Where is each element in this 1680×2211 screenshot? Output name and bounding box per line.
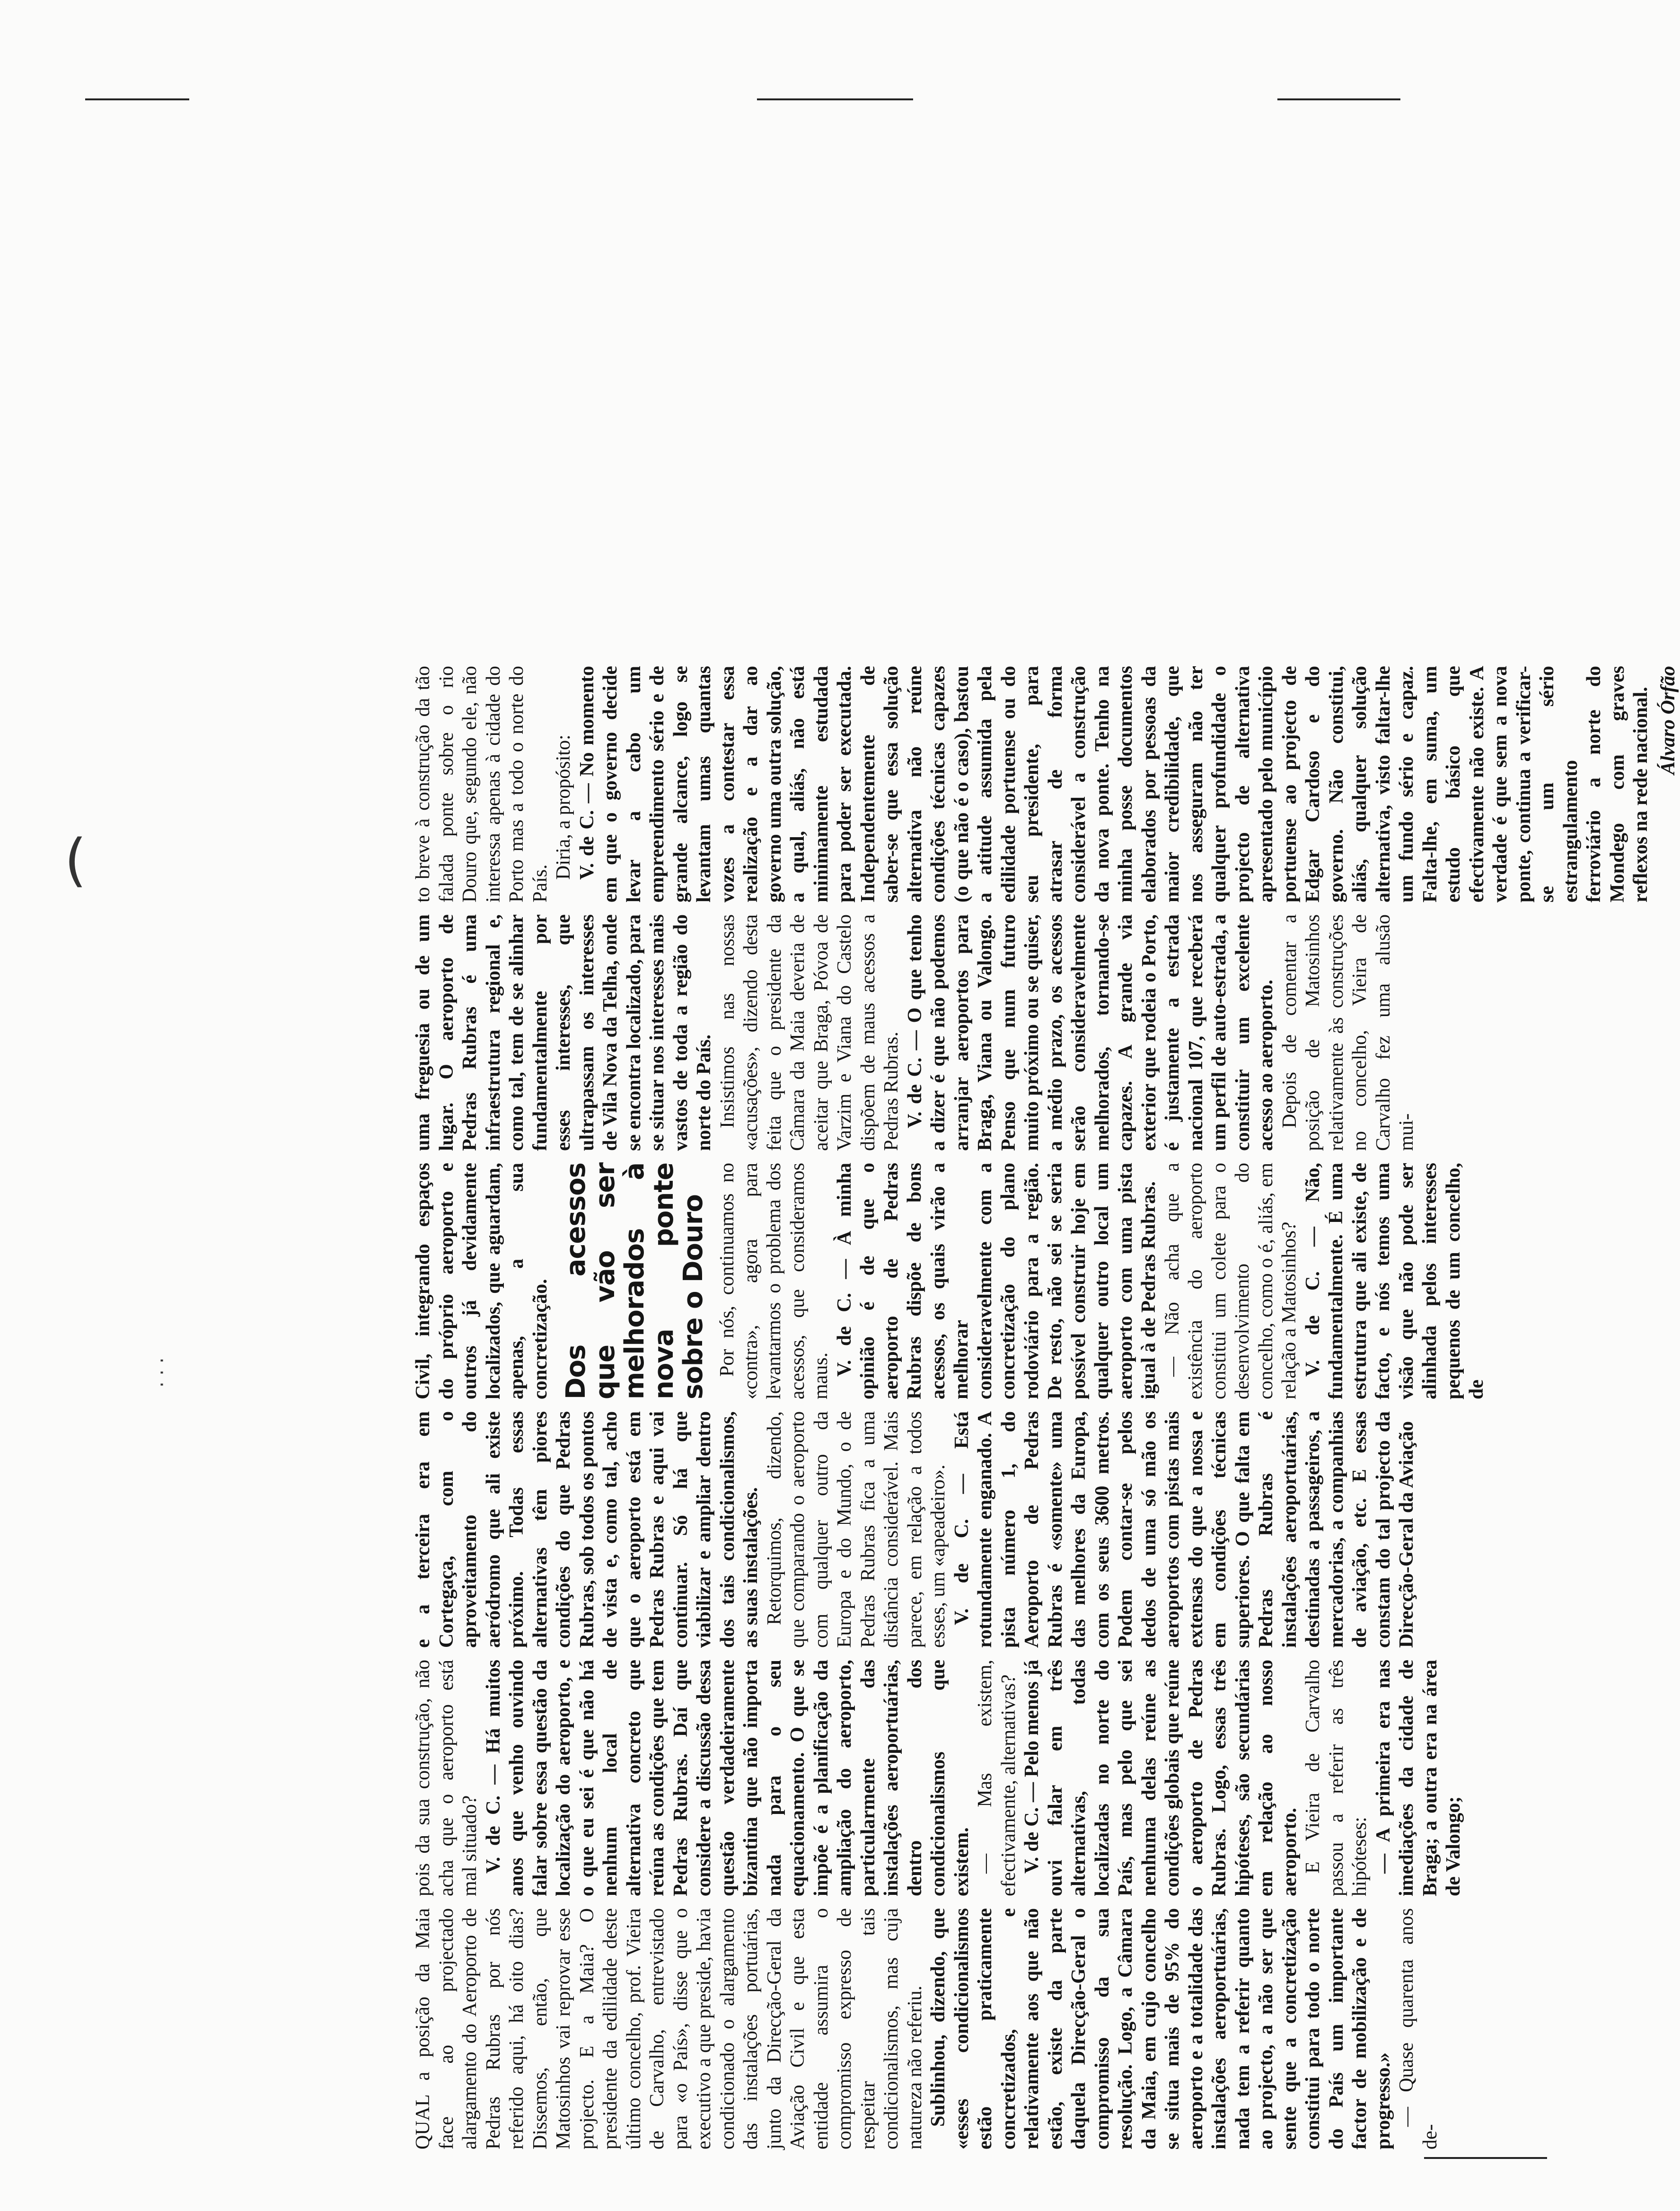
col2-para-5: E Vieira de Carvalho passou a referir as três hipóteses: xyxy=(1302,1660,1371,1896)
col4-para-1: Civil, integrando espaços do próprio aeroporto e outros já devidamente localizados, que aguardam, apenas, a sua concretização. xyxy=(412,1163,551,1399)
col6-para-1: to breve à construção da tão falada ponte sobre o rio Douro que, segundo ele, não interessa apenas à cidade do Porto mas a todo o norte do País. xyxy=(412,666,551,902)
col3-para-1: e a terceira era em Cortegaça, com o aproveitamento do aeródromo que ali existe próximo. Todas essas alternativas têm piores condições do que Pedras Rubras, sob todos os pontos de vista e, como tal, acho que o aeroporto está em Pedras Rubras e aqui vai continuar. Só há que viabilizar e ampliar dentro dos tais condicionalismos, as suas instalações. xyxy=(412,1411,762,1648)
article-subheading: Dos acessos que vão ser melhorados à nova ponte sobre o Douro xyxy=(561,1163,709,1399)
col5-para-2: Insistimos nas nossas «acusações», dizendo desta feita que o presidente da Câmara da Maia deveria de aceitar que Braga, Póvoa de Varzim e Viana do Castelo dispõem de maus acessos a Pedras Rubras. xyxy=(716,914,902,1151)
top-margin-rule-3 xyxy=(1277,98,1400,100)
bottom-rule xyxy=(1424,2157,1547,2159)
article-signature: Álvaro Órfão xyxy=(1657,666,1679,775)
col4-para-3: V. de C. — À minha opinião é de que o aeroporto de Pedras Rubras dispõe de bons acessos, os quais virão a melhorar consideravelmente com a concretização do plano rodoviário para a região. De resto, não sei se seria possível construir hoje em qualquer outro local um aeroporto com uma pista igual à de Pedras Rubras. xyxy=(833,1163,1160,1399)
scan-mark-bracket: ( xyxy=(64,828,87,894)
col1-para-3: — Quase quarenta anos de- xyxy=(1396,1908,1441,2149)
col2-para-6: — A primeira era nas imediações da cidade de Braga; a outra era na área de Valongo; xyxy=(1372,1660,1464,1896)
col2-para-3: — Mas existem, efectivamente, alternativas? xyxy=(974,1660,1020,1896)
col3-para-3: V. de C. — Está rotundamente enganado. A pista número 1, do Aeroporto de Pedras Rubras é «somente» uma das melhores da Europa, com os seus 3600 metros. Podem contar-se pelos dedos de uma só mão os aeroportos com pistas mais extensas do que a nossa e em condições técnicas superiores. O que falta em Pedras Rubras é instalações aeroportuárias, destinadas a passageiros, a mercadorias, a companhias de aviação, etc. E essas constam do tal projecto da Direcção-Geral da Aviação xyxy=(950,1411,1417,1648)
col4-para-5: V. de C. — Não, fundamentalmente. É uma estrutura que ali existe, de facto, e nós temos uma visão que não pode ser alinhada pelos interesses pequenos de um concelho, de xyxy=(1302,1163,1487,1399)
col3-para-2: Retorquimos, dizendo, que comparando o aeroporto com qualquer outro da Europa e do Mundo, o de Pedras Rubras fica a uma distância considerável. Mais parece, em relação a todos esses, um «apeadeiro». xyxy=(763,1411,949,1648)
col6-para-2: Diria, a propósito: xyxy=(553,734,574,880)
col6-para-3: V. de C. — No momento em que o governo decide levar a cabo um empreendimento sério e de grande alcance, logo se levantam umas quantas vozes a contestar essa realização e a dar ao governo uma outra solução, a qual, aliás, não está minimamente estudada para poder ser executada. Independentemente de saber-se que essa solução alternativa não reúne condições técnicas capazes (o que não é o caso), bastou a atitude assumida pela edilidade portuense ou do seu presidente, para atrasar de forma considerável a construção da nova ponte. Tenho na minha posse documentos elaborados por pessoas da maior credibilidade, que nos asseguram não ter qualquer profundidade o projecto de alternativa apresentado pelo município portuense ao projecto de Edgar Cardoso e do governo. Não constitui, aliás, qualquer solução alternativa, visto faltar-lhe um fundo sério e capaz. Falta-lhe, em suma, um estudo básico que efectivamente não existe. A verdade é que sem a nova ponte, continua a verificar-se um sério estrangulamento ferroviário a norte do Mondego com graves reflexos na rede nacional. xyxy=(576,666,1652,902)
article-column-1 xyxy=(412,1908,1509,2149)
top-margin-rule-1 xyxy=(85,98,189,100)
col2-para-1: pois da sua construção, não acha que o aeroporto está mal situado? xyxy=(412,1660,481,1896)
article-column-2 xyxy=(412,1660,1509,1896)
article-column-6 xyxy=(412,666,1679,902)
col1-para-1: QUAL a posição da Maia face ao projectado alargamento do Aeroporto de Pedras Rubras por nós referido aqui, há oito dias? Dissemos, então, que Matosinhos vai reprovar esse projecto. E a Maia? O presidente da edilidade deste último concelho, prof. Vieira de Carvalho, entrevistado para «o País», disse que o executivo a que preside, havia condicionado o alargamento das instalações portuárias, junto da Direcção-Geral da Aviação Civil e que esta entidade assumira o compromisso expresso de respeitar tais condicionalismos, mas cuja natureza não referiu. xyxy=(412,1908,926,2149)
scan-mark-dots: · · · xyxy=(151,1357,173,1388)
col5-para-4: Depois de comentar a posição de Matosinhos relativamente às construções no concelho, Vieira de Carvalho fez uma alusão mui- xyxy=(1278,914,1417,1151)
article-column-4 xyxy=(412,1163,1509,1399)
top-margin-rule-2 xyxy=(757,98,913,100)
col5-para-3: V. de C. — O que tenho a dizer é que não podemos arranjar aeroportos para Braga, Viana ou Valongo. Penso que num futuro muito próximo ou se quiser, a médio prazo, os acessos serão consideravelmente melhorados, tornando-se capazes. A grande via exterior que rodeia o Porto, é justamente a estrada nacional 107, que receberá um perfil de auto-estrada, a constituir um excelente acesso ao aeroporto. xyxy=(904,914,1277,1151)
article-column-5 xyxy=(412,914,1509,1151)
col5-para-1: uma freguesia ou de um lugar. O aeroporto de Pedras Rubras é uma infraestrutura regional e, como tal, tem de se alinhar fundamentalmente por esses interesses, que ultrapassam os interesses de Vila Nova da Telha, onde se encontra localizado, para se situar nos interesses mais vastos de toda a região do norte do País. xyxy=(412,914,715,1151)
col4-para-2: Por nós, continuamos no «contra», agora para levantarmos o problema dos acessos, que consideramos maus. xyxy=(716,1163,832,1399)
col2-para-4: V. de C. — Pelo menos já ouvi falar em três alternativas, todas localizadas no norte do País, mas pelo que sei nenhuma delas reúne as condições globais que reúne o aeroporto de Pedras Rubras. Logo, essas três hipóteses, são secundárias em relação ao nosso aeroporto. xyxy=(1021,1660,1301,1896)
col2-para-2: V. de C. — Há muitos anos que venho ouvindo falar sobre essa questão da localização do aeroporto, e o que eu sei é que não há nenhum local de alternativa concreto que reúna as condições que tem Pedras Rubras. Daí que considere a discussão dessa questão verdadeiramente bizantina que não importa nada para o seu equacionamento. O que se impõe é a planificação da ampliação do aeroporto, particularmente das instalações aeroportuárias, dentro dos condicionalismos que existem. xyxy=(482,1660,973,1896)
col1-para-2: Sublinhou, dizendo, que «esses condicionalismos estão praticamente concretizados, e relativamente aos que não estão, existe da parte daquela Direcção-Geral o compromisso da sua resolução. Logo, a Câmara da Maia, em cujo concelho se situa mais de 95% do aeroporto e a totalidade das instalações aeroportuárias, nada tem a referir quanto ao projecto, a não ser que sente que a concretização constitui para todo o norte do País um importante factor de mobilização e de progresso.» xyxy=(927,1908,1394,2149)
col4-para-4: — Não acha que a existência do aeroporto constitui um colete para o desenvolvimento do concelho, como o é, aliás, em relação a Matosinhos? xyxy=(1161,1163,1300,1399)
article-column-3 xyxy=(412,1411,1509,1648)
